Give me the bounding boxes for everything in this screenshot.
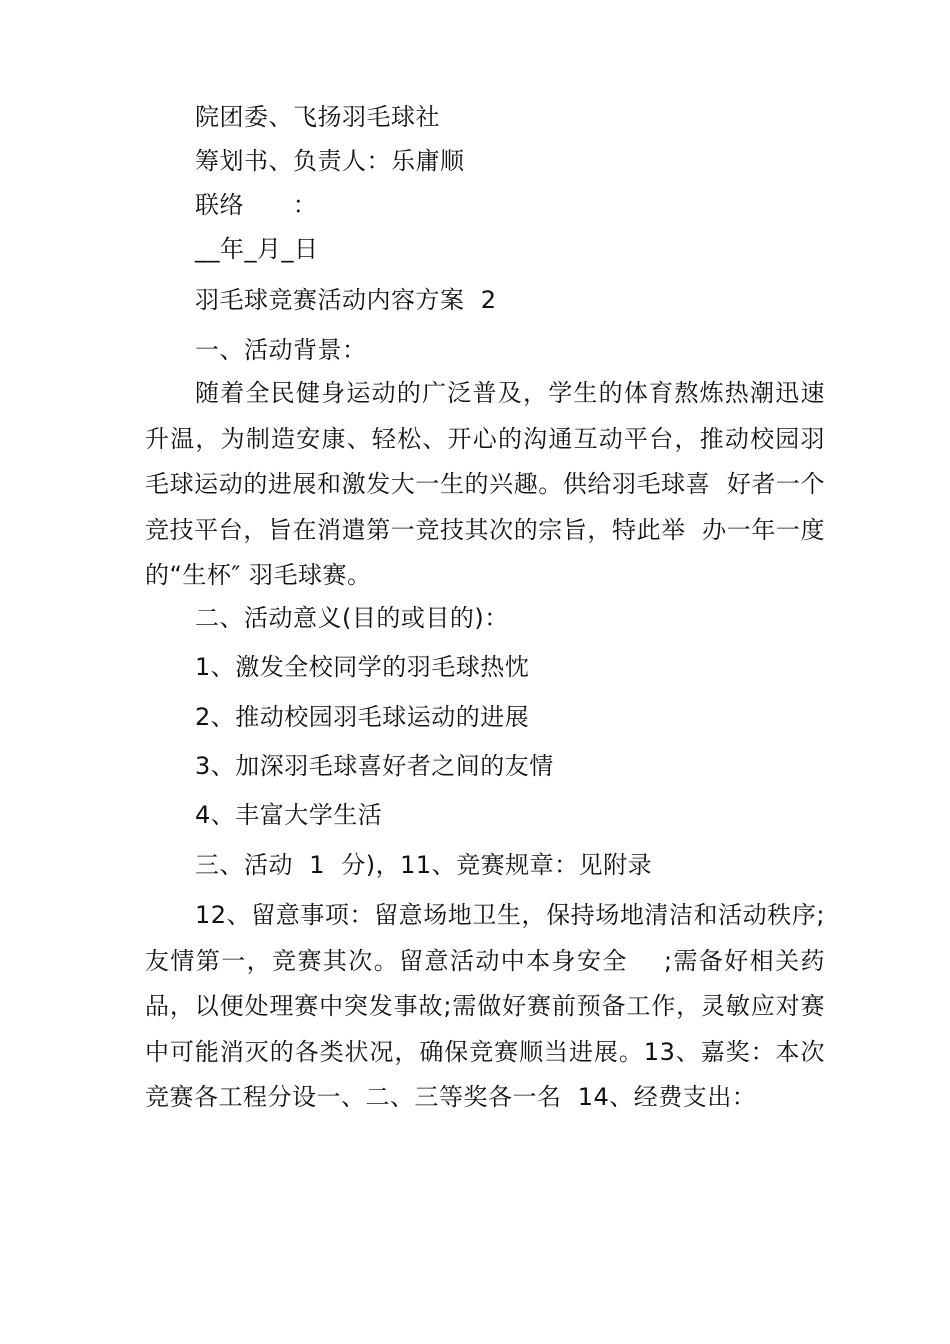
section-1-body: 随着全民健身运动的广泛普及，学生的体育熬炼热潮迅速升温，为制造安康、轻松、开心的沟通互动平台，推动校园羽毛球运动的进展和激发大一生的兴趣。供给羽毛球喜 好者一个竞技平台，旨在消遣第一竞技其次的宗旨，特此举 办一年一度的“生杯″ 羽毛球赛。 <box>145 379 825 589</box>
list-item: 1、激发全校同学的羽毛球热忱 <box>195 653 530 681</box>
list-item: 4、丰富大学生活 <box>195 801 383 829</box>
section-12-body: 12、留意事项：留意场地卫生，保持场地清洁和活动秩序;友情第一，竞赛其次。留意活动中本身安全 ;需备好相关药品，以便处理赛中突发事故;需做好赛前预备工作，灵敏应对赛中可能消灭的各类状况，确保竞赛顺当进展。13、嘉奖：本次竞赛各工程分设一、二、三等奖各一名 14、经费支出： <box>145 901 825 1111</box>
section-3-line: 三、活动 1 分)，11、竞赛规章：见附录 <box>195 851 653 879</box>
date-line: __年_月_日 <box>195 235 319 263</box>
organizer-line: 院团委、飞扬羽毛球社 <box>195 103 440 131</box>
document-title: 羽毛球竞赛活动内容方案 2 <box>195 286 497 314</box>
list-item: 3、加深羽毛球喜好者之间的友情 <box>195 752 554 780</box>
section-1-heading: 一、活动背景： <box>195 336 367 364</box>
contact-line: 联络 ： <box>195 191 318 219</box>
list-item: 2、推动校园羽毛球运动的进展 <box>195 703 530 731</box>
planner-line: 筹划书、负责人：乐庸顺 <box>195 147 465 175</box>
section-2-heading: 二、活动意义(目的或目的)： <box>195 604 509 632</box>
